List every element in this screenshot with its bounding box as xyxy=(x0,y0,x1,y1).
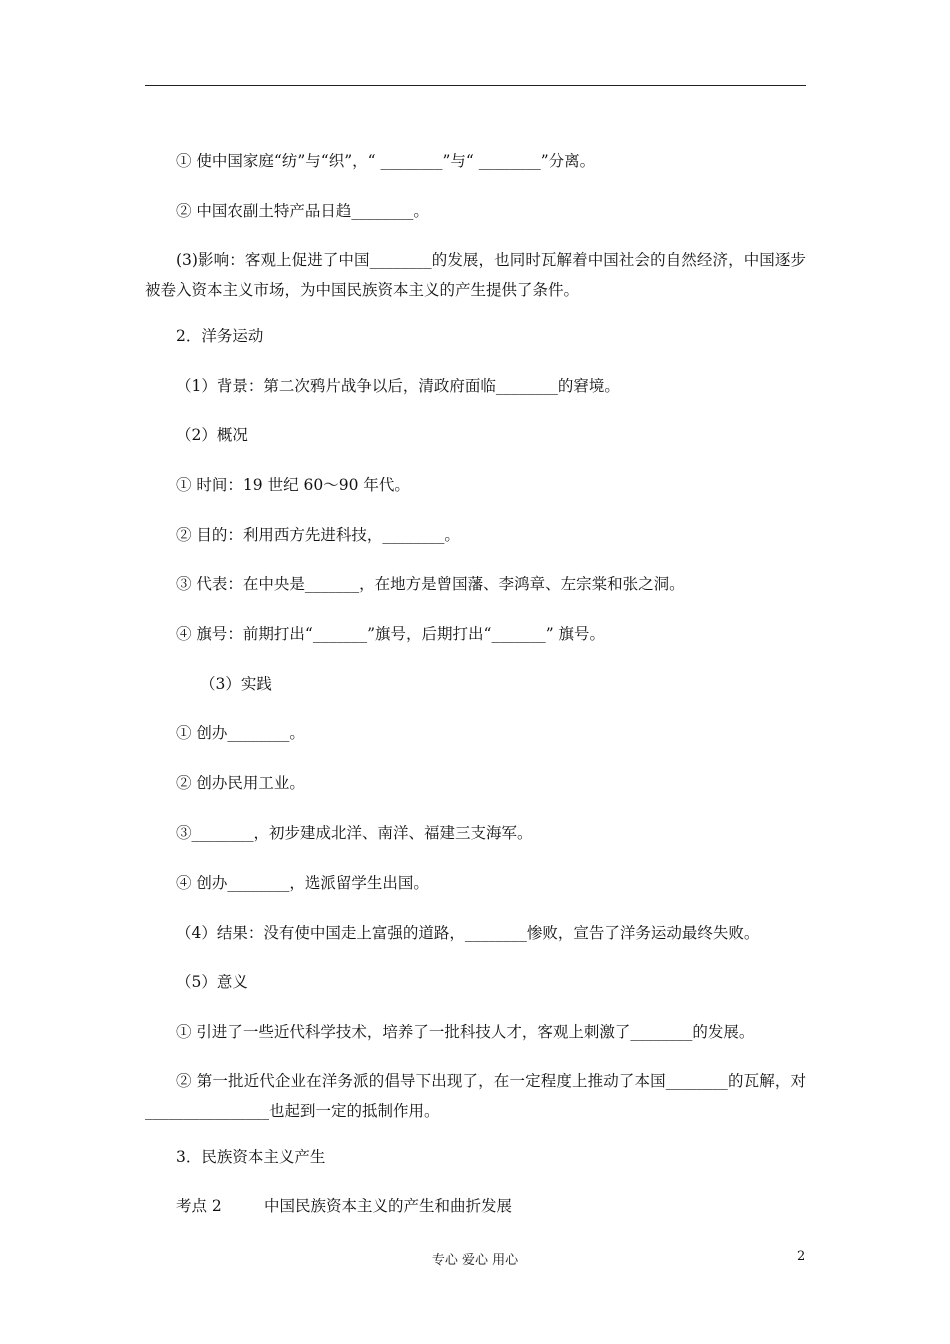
exam-point-label: 考点 2 xyxy=(176,1197,222,1215)
text-line: （4）结果：没有使中国走上富强的道路，________惨败，宣告了洋务运动最终失败。 xyxy=(176,924,760,942)
text-line: ① 使中国家庭“纺”与“织”，“ ________”与“ ________”分离。 xyxy=(176,152,596,170)
subsection-heading: （5）意义 xyxy=(176,973,248,991)
text-line: ① 引进了一些近代科学技术，培养了一批科技人才，客观上刺激了________的发展。 xyxy=(176,1023,755,1041)
exam-point-heading xyxy=(176,1195,512,1217)
text-line: ② 目的：利用西方先进科技，________。 xyxy=(176,526,460,544)
exam-point-title: 中国民族资本主义的产生和曲折发展 xyxy=(264,1197,513,1215)
text-line: （1）背景：第二次鸦片战争以后，清政府面临________的窘境。 xyxy=(176,377,620,395)
text-line: ② 中国农副土特产品日趋________。 xyxy=(176,202,429,220)
section-heading: 2．洋务运动 xyxy=(176,327,264,345)
text-line: ① 时间：19 世纪 60～90 年代。 xyxy=(176,476,410,494)
text-paragraph: (3)影响：客观上促进了中国________的发展，也同时瓦解着中国社会的自然经济，中国逐步被卷入资本主义市场，为中国民族资本主义的产生提供了条件。 xyxy=(145,251,806,299)
text-line: ③________，初步建成北洋、南洋、福建三支海军。 xyxy=(176,824,533,842)
text-line: ① 创办________。 xyxy=(176,724,305,742)
text-paragraph: ② 第一批近代企业在洋务派的倡导下出现了，在一定程度上推动了本国________的瓦解，对________________也起到一定的抵制作用。 xyxy=(145,1072,806,1120)
page-number: 2 xyxy=(797,1249,806,1264)
section-heading: 3．民族资本主义产生 xyxy=(176,1148,326,1166)
subsection-heading: （3）实践 xyxy=(200,675,272,693)
subsection-heading: （2）概况 xyxy=(176,426,248,444)
page-footer: 专心 爱心 用心 xyxy=(431,1253,519,1268)
text-line: ② 创办民用工业。 xyxy=(176,774,305,792)
text-line: ③ 代表：在中央是_______，在地方是曾国藩、李鸿章、左宗棠和张之洞。 xyxy=(176,575,685,593)
header-rule xyxy=(145,85,806,86)
text-line: ④ 旗号：前期打出“_______”旗号，后期打出“_______” 旗号。 xyxy=(176,625,606,643)
text-line: ④ 创办________，选派留学生出国。 xyxy=(176,874,429,892)
